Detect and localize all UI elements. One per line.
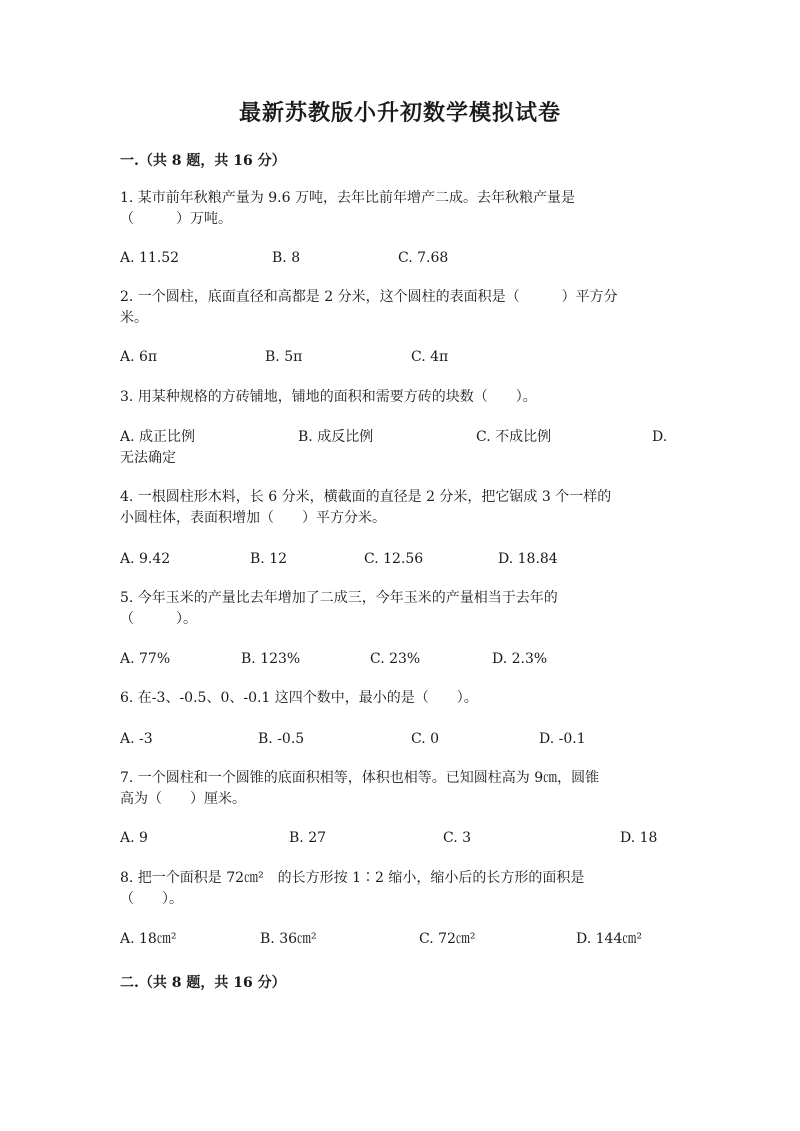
option-a: A. -3 [120, 731, 153, 747]
option-c: C. 72㎝² [419, 931, 476, 947]
question-text: 1. 某市前年秋粮产量为 9.6 万吨，去年比前年增产二成。去年秋粮产量是 [120, 190, 575, 206]
question-text: 3. 用某种规格的方砖铺地，铺地的面积和需要方砖的块数（ ）。 [120, 389, 537, 405]
option-a: A. 9 [120, 830, 148, 846]
question-text: 6. 在-3、-0.5、0、-0.1 这四个数中，最小的是（ ）。 [120, 690, 478, 706]
option-d: D. 18 [620, 830, 658, 846]
option-d-continued: 无法确定 [120, 450, 176, 466]
question-5 [120, 588, 680, 630]
question-3 [120, 387, 680, 408]
option-b: B. 12 [250, 551, 288, 567]
question-text: 5. 今年玉米的产量比去年增加了二成三，今年玉米的产量相当于去年的 [120, 590, 558, 606]
option-c: C. 23% [370, 651, 421, 667]
page-title: 最新苏教版小升初数学模拟试卷 [238, 100, 561, 126]
option-c: C. 7.68 [398, 250, 449, 266]
question-text: （ ）万吨。 [120, 211, 232, 227]
question-8 [120, 868, 680, 910]
option-a: A. 成正比例 [120, 429, 196, 445]
question-text: （ ）。 [120, 611, 197, 627]
question-text: 2. 一个圆柱，底面直径和高都是 2 分米，这个圆柱的表面积是（ ）平方分 [120, 289, 618, 305]
question-text: 8. 把一个面积是 72㎝² 的长方形按 1∶2 缩小，缩小后的长方形的面积是 [120, 870, 585, 886]
question-4 [120, 487, 680, 529]
question-text: 高为（ ）厘米。 [120, 791, 246, 807]
option-c: C. 3 [443, 830, 472, 846]
option-c: C. 不成比例 [476, 429, 552, 445]
option-b: B. 8 [272, 250, 301, 266]
option-b: B. 5π [265, 349, 303, 365]
option-d: D. 2.3% [492, 651, 548, 667]
option-a: A. 6π [120, 349, 158, 365]
question-6 [120, 688, 680, 709]
option-d: D. [652, 429, 668, 445]
option-b: B. -0.5 [258, 731, 305, 747]
option-b: B. 123% [241, 651, 301, 667]
question-text: （ ）。 [120, 891, 183, 907]
option-a: A. 9.42 [120, 551, 171, 567]
question-text: 小圆柱体，表面积增加（ ）平方分米。 [120, 510, 386, 526]
question-2 [120, 287, 680, 329]
option-b: B. 36㎝² [260, 931, 317, 947]
option-c: C. 12.56 [364, 551, 424, 567]
option-a: A. 18㎝² [120, 931, 177, 947]
question-1 [120, 188, 680, 230]
option-b: B. 27 [289, 830, 327, 846]
option-d: D. 144㎝² [576, 931, 642, 947]
option-b: B. 成反比例 [298, 429, 374, 445]
option-d: D. -0.1 [539, 731, 586, 747]
question-text: 4. 一根圆柱形木料，长 6 分米，横截面的直径是 2 分米，把它锯成 3 个一样的 [120, 489, 612, 505]
option-a: A. 11.52 [120, 250, 180, 266]
option-a: A. 77% [120, 651, 171, 667]
question-text: 7. 一个圆柱和一个圆锥的底面积相等，体积也相等。已知圆柱高为 9㎝，圆锥 [120, 770, 600, 786]
section-heading-1: 一.（共 8 题，共 16 分） [120, 153, 286, 169]
question-text: 米。 [120, 310, 148, 326]
option-c: C. 0 [411, 731, 440, 747]
question-7 [120, 768, 680, 810]
option-c: C. 4π [411, 349, 449, 365]
option-d: D. 18.84 [498, 551, 558, 567]
section-heading-2: 二.（共 8 题，共 16 分） [120, 975, 286, 991]
